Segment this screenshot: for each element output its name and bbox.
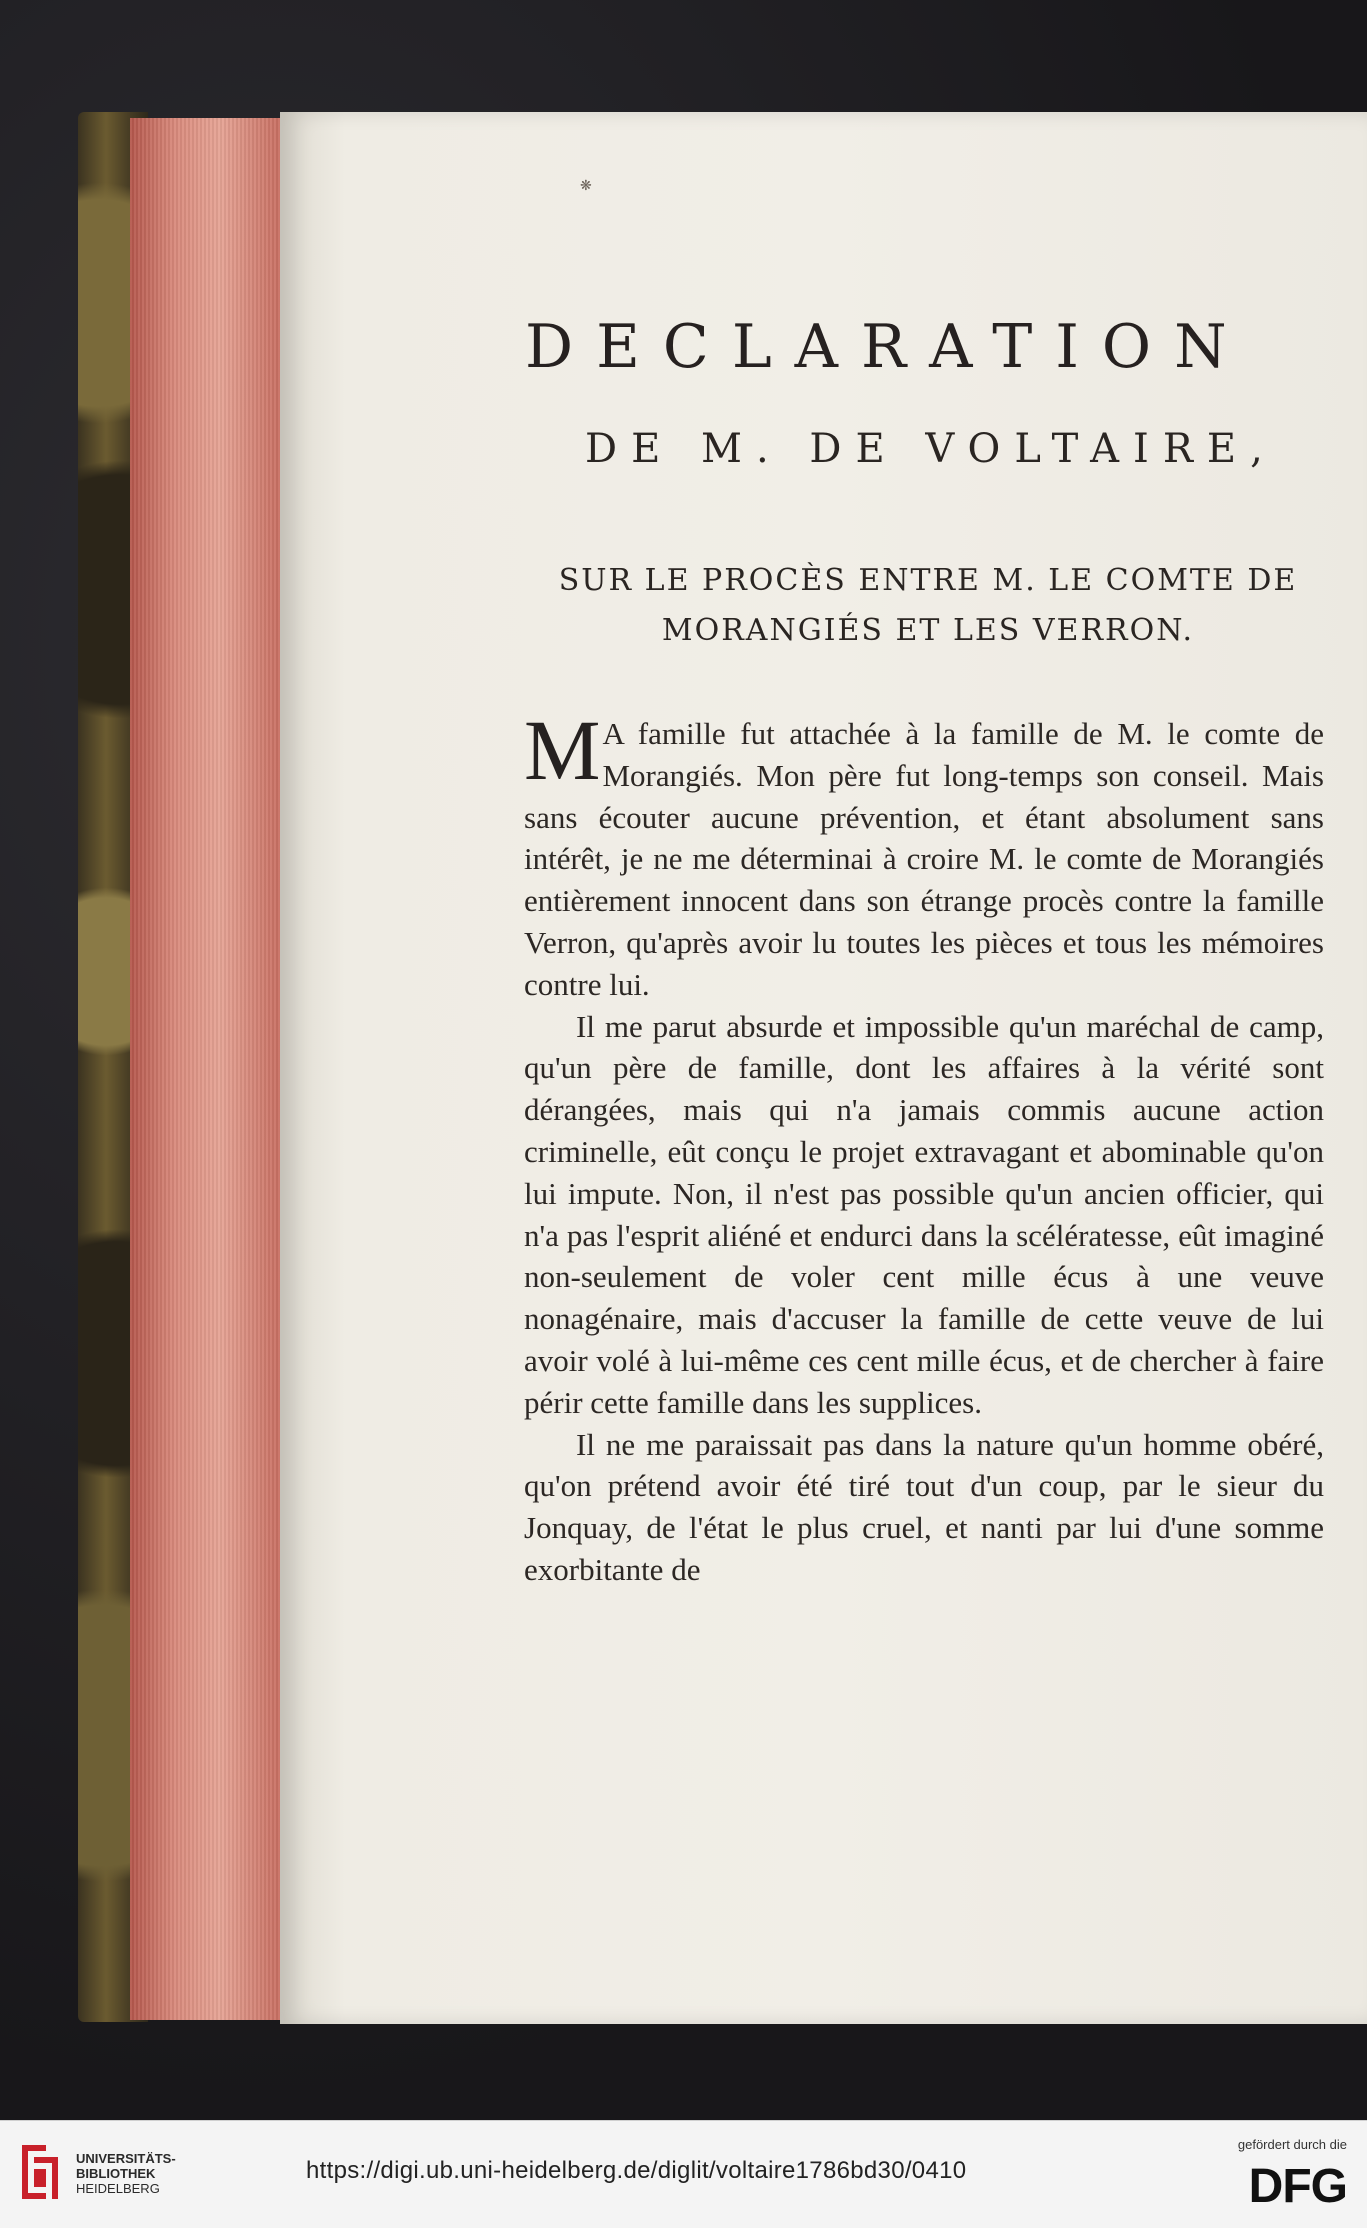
library-name[interactable] [76,2151,176,2196]
paragraph: Il ne me paraissait pas dans la nature qu'un homme obéré, qu'on prétend avoir été tiré tout d'un coup, par le sieur du Jonquay, de l'état le plus cruel, et nanti par lui d'une somme exorbitante de [524,1426,1324,1587]
permalink-url[interactable]: https://digi.ub.uni-heidelberg.de/diglit/voltaire1786bd30/0410 [306,2157,967,2184]
page-edges [130,118,280,2020]
library-name-line: BIBLIOTHEK [76,2166,156,2181]
university-logo-icon [16,2141,64,2203]
paragraph [524,702,1324,1006]
library-name-line: HEIDELBERG [76,2181,160,2196]
paragraph: Il me parut absurde et impossible qu'un maréchal de camp, qu'un père de famille, dont les affaires à la vérité sont dérangées, mais qui n'a jamais commis aucune action criminelle, eût conçu le projet extravagant et abominable qu'on lui impute. Non, il n'est pas possible qu'un ancien officier, qui n'a pas l'esprit aliéné et endurci dans la scélératesse, eût imaginé non-seulement de voler cent mille écus à une veuve nonagénaire, mais d'accuser la famille de cette veuve de lui avoir volé à lui-même ces cent mille écus, et de chercher à faire périr cette famille dans les supplices. [524,1008,1324,1420]
title-author-line: DE M. DE VOLTAIRE, [585,426,1277,472]
drop-cap: M [524,702,601,798]
ornament-mark: ❋ [580,178,592,194]
funding-label: gefördert durch die [1237,2137,1347,2152]
page-title: DECLARATION [525,312,1250,382]
dfg-logo[interactable]: DFG [1248,2160,1347,2213]
library-name-line: UNIVERSITÄTS- [76,2151,176,2166]
viewer-footer [0,2120,1367,2228]
title-subject-line: SUR LE PROCÈS ENTRE M. LE COMTE DE MORANGIÉS ET LES VERRON. [558,563,1298,648]
paragraph-text: A famille fut attachée à la famille de M. le comte de Morangiés. Mon père fut long-temps son conseil. Mais sans écouter aucune prévention, et étant absolument sans intérêt, je ne me déterminai à croire M. le comte de Morangiés entièrement innocent dans son étrange procès contre la famille Verron, qu'après avoir lu toutes les pièces et tous les mémoires contre lui. [524,716,1324,1002]
body-text [524,702,1324,1591]
